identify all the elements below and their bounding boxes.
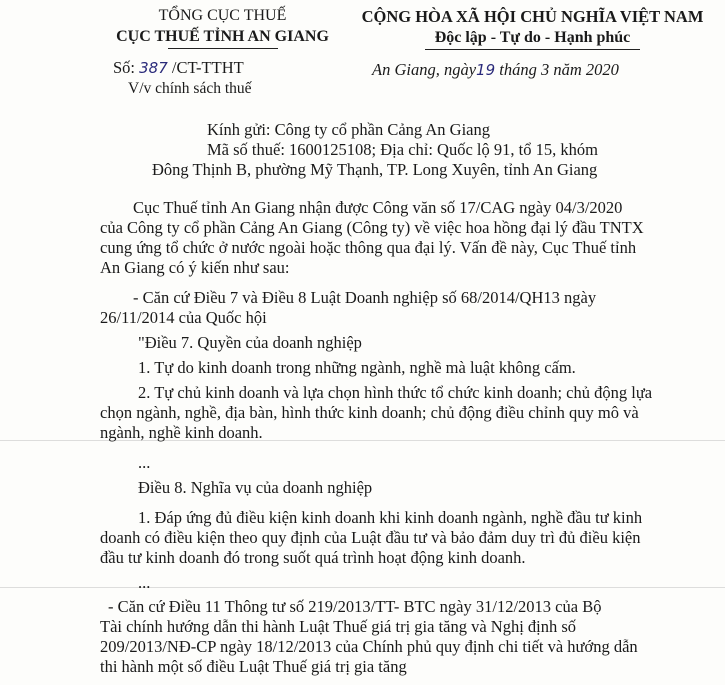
- body-line: - Căn cứ Điều 7 và Điều 8 Luật Doanh nghiệp số 68/2014/QH13 ngày: [133, 288, 597, 307]
- recipient-address: Đông Thịnh B, phường Mỹ Thạnh, TP. Long Xuyên, tỉnh An Giang: [152, 160, 598, 179]
- body-line: An Giang có ý kiến như sau:: [100, 258, 290, 277]
- scan-fold-line: [0, 587, 725, 588]
- body-line: 209/2013/NĐ-CP ngày 18/12/2013 của Chính phủ quy định chi tiết và hướng dẫn: [100, 637, 638, 656]
- agency-header: [100, 6, 345, 49]
- motto-underline: [425, 49, 640, 50]
- body-line: cung ứng tổ chức ở nước ngoài hoặc thông qua đại lý. Vấn đề này, Cục Thuế tỉnh: [100, 238, 637, 257]
- body-line: thi hành một số điều Luật Thuế giá trị gia tăng: [100, 657, 407, 676]
- body-line: của Công ty cổ phần Cảng An Giang (Công ty) về việc hoa hồng đại lý đầu TNTX: [100, 218, 644, 237]
- national-motto: Độc lập - Tự do - Hạnh phúc: [434, 29, 631, 46]
- body-line: 1. Đáp ứng đủ điều kiện kinh doanh khi kinh doanh ngành, nghề đầu tư kinh: [138, 508, 643, 527]
- body-line: Cục Thuế tỉnh An Giang nhận được Công văn số 17/CAG ngày 04/3/2020: [133, 198, 623, 217]
- document-date: [372, 60, 619, 80]
- agency-name: CỤC THUẾ TỈNH AN GIANG: [116, 28, 329, 45]
- article-8-title: Điều 8. Nghĩa vụ của doanh nghiệp: [138, 478, 373, 497]
- body-line: - Căn cứ Điều 11 Thông tư số 219/2013/TT- BTC ngày 31/12/2013 của Bộ: [108, 597, 602, 616]
- ellipsis: ...: [138, 453, 151, 472]
- article-7-clause-1: 1. Tự do kinh doanh trong những ngành, nghề mà luật không cấm.: [138, 358, 576, 377]
- doc-number-suffix: /CT-TTHT: [171, 58, 244, 77]
- body-line: 2. Tự chủ kinh doanh và lựa chọn hình thức tổ chức kinh doanh; chủ động lựa: [138, 383, 653, 402]
- ellipsis: ...: [138, 573, 151, 592]
- document-subject: V/v chính sách thuế: [128, 80, 252, 97]
- date-prefix: An Giang, ngày: [372, 60, 477, 79]
- body-line: 26/11/2014 của Quốc hội: [100, 308, 267, 327]
- agency-parent: TỔNG CỤC THUẾ: [158, 7, 287, 24]
- body-line: ngành, nghề kinh doanh.: [100, 423, 263, 442]
- document-number: [113, 58, 244, 78]
- recipient-tax-address: Mã số thuế: 1600125108; Địa chỉ: Quốc lộ 91, tổ 15, khóm: [207, 140, 598, 159]
- body-line: doanh có điều kiện theo quy định của Luật đầu tư và bảo đảm duy trì đủ điều kiện: [100, 528, 641, 547]
- doc-number-handwritten: 387: [139, 59, 168, 77]
- national-header: [345, 6, 720, 50]
- body-line: chọn ngành, nghề, địa bàn, hình thức kinh doanh; chủ động điều chỉnh quy mô và: [100, 403, 639, 422]
- article-7-title: "Điều 7. Quyền của doanh nghiệp: [138, 333, 362, 352]
- agency-underline: [168, 48, 278, 49]
- doc-number-prefix: Số:: [113, 58, 136, 77]
- body-line: Tài chính hướng dẫn thi hành Luật Thuế giá trị gia tăng và Nghị định số: [100, 617, 577, 636]
- date-day-handwritten: 19: [476, 61, 496, 79]
- recipient-line: Kính gửi: Công ty cổ phần Cảng An Giang: [207, 120, 491, 139]
- body-line: đầu tư kinh doanh đó trong suốt quá trình hoạt động kinh doanh.: [100, 548, 526, 567]
- nation-title: CỘNG HÒA XÃ HỘI CHỦ NGHĨA VIỆT NAM: [361, 7, 704, 26]
- date-suffix: tháng 3 năm 2020: [499, 60, 619, 79]
